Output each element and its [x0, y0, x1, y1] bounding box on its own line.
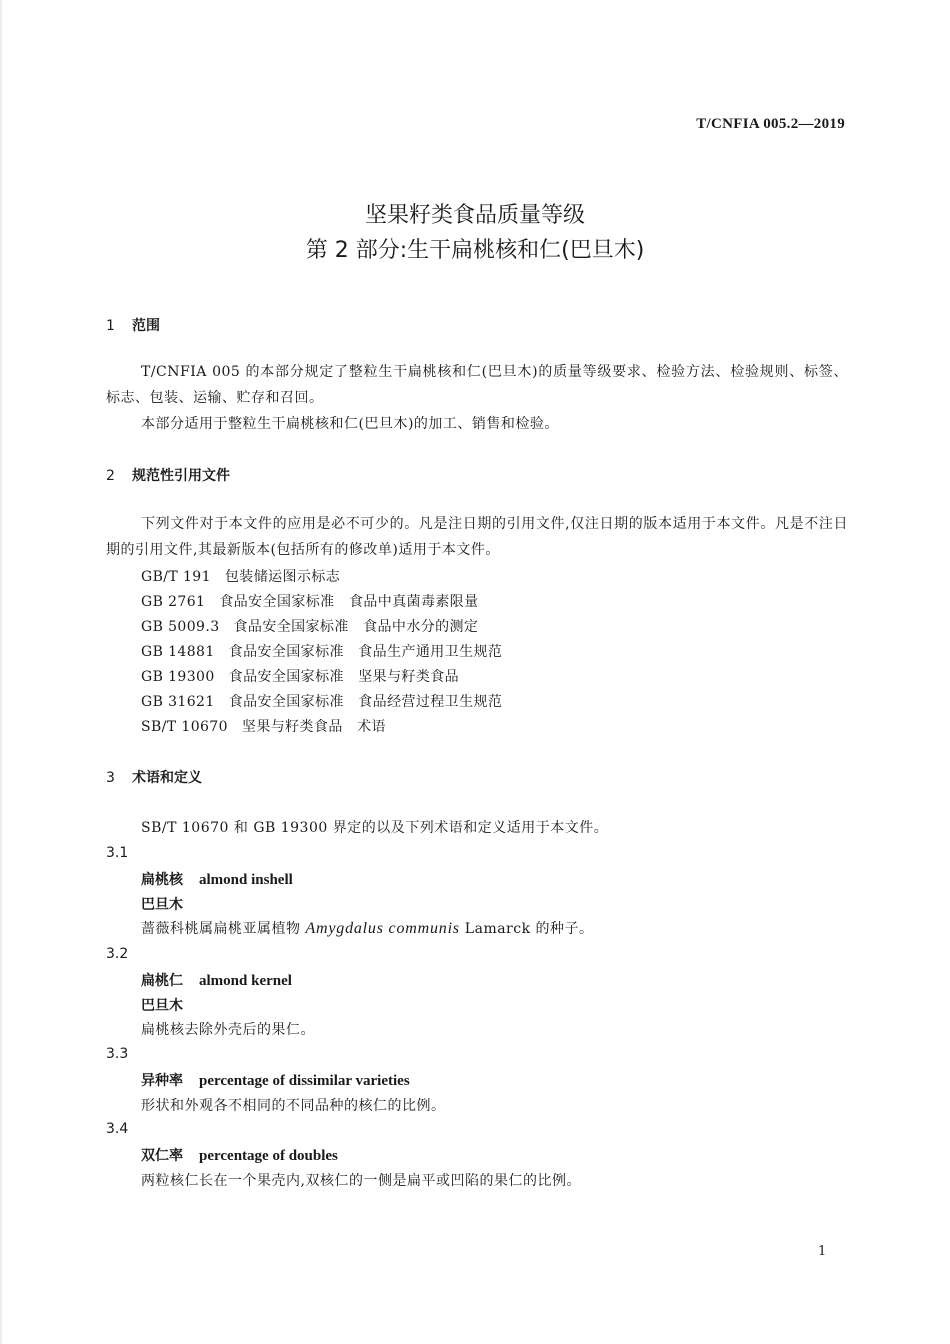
term-heading	[141, 970, 292, 990]
reference-item	[141, 566, 340, 586]
reference-item	[141, 691, 502, 711]
reference-title: 食品安全国家标准 坚果与籽类食品	[228, 669, 460, 685]
term-definition: 形状和外观各不相同的不同品种的核仁的比例。	[141, 1098, 446, 1114]
reference-code: GB 14881	[141, 644, 215, 660]
reference-title: 食品安全国家标准 食品中真菌毒素限量	[219, 594, 479, 610]
reference-item	[141, 591, 479, 611]
term-en: almond kernel	[199, 973, 292, 989]
reference-item	[141, 616, 478, 636]
term-definition: 两粒核仁长在一个果壳内,双核仁的一侧是扁平或凹陷的果仁的比例。	[141, 1173, 581, 1189]
section-1-heading	[106, 315, 160, 335]
term-alias: 巴旦木	[141, 998, 183, 1014]
section-3-heading	[106, 767, 202, 787]
standard-number: T/CNFIA 005.2—2019	[696, 116, 845, 132]
section-number: 3	[106, 770, 115, 786]
reference-code: GB/T 191	[141, 569, 211, 585]
term-alias: 巴旦木	[141, 897, 183, 913]
term-en: percentage of doubles	[199, 1148, 338, 1164]
reference-item	[141, 641, 502, 661]
reference-item	[141, 716, 386, 736]
reference-title: 坚果与籽类食品 术语	[241, 719, 386, 735]
reference-title: 食品安全国家标准 食品经营过程卫生规范	[228, 694, 503, 710]
section-1-paragraph-2: 本部分适用于整粒生干扁桃核和仁(巴旦木)的加工、销售和检验。	[141, 416, 559, 432]
reference-title: 食品安全国家标准 食品中水分的测定	[233, 619, 479, 635]
section-title: 范围	[132, 318, 160, 334]
reference-code: GB 19300	[141, 669, 215, 685]
term-heading	[141, 1070, 410, 1090]
term-zh: 扁桃仁	[141, 973, 183, 989]
section-2-heading	[106, 465, 230, 485]
term-number: 3.3	[106, 1046, 129, 1062]
section-3-intro: SB/T 10670 和 GB 19300 界定的以及下列术语和定义适用于本文件。	[141, 820, 609, 836]
section-title: 术语和定义	[132, 770, 202, 786]
latin-name: Amygdalus communis	[305, 920, 460, 937]
document-title: 坚果籽类食品质量等级	[364, 203, 585, 228]
section-2-intro: 下列文件对于本文件的应用是必不可少的。凡是注日期的引用文件,仅注日期的版本适用于本文件。凡是不注日期的引用文件,其最新版本(包括所有的修改单)适用于本文件。	[106, 516, 848, 558]
definition-text: 蔷薇科桃属扁桃亚属植物	[141, 921, 306, 937]
term-number: 3.1	[106, 845, 129, 861]
page-number: 1	[818, 1244, 827, 1259]
term-definition: 扁桃核去除外壳后的果仁。	[141, 1022, 315, 1038]
term-zh: 异种率	[141, 1073, 183, 1089]
section-title: 规范性引用文件	[132, 468, 230, 484]
term-definition	[141, 918, 594, 938]
reference-title: 包装储运图示标志	[224, 569, 341, 585]
term-en: almond inshell	[199, 872, 293, 888]
term-number: 3.2	[106, 946, 129, 962]
section-1-paragraph-1: T/CNFIA 005 的本部分规定了整粒生干扁桃核和仁(巴旦木)的质量等级要求、检验方法、检验规则、标签、标志、包装、运输、贮存和召回。	[106, 364, 848, 406]
term-zh: 扁桃核	[141, 872, 183, 888]
term-heading	[141, 869, 293, 889]
document-subtitle: 第 2 部分:生干扁桃核和仁(巴旦木)	[305, 238, 645, 263]
reference-code: GB 2761	[141, 594, 206, 610]
reference-code: GB 31621	[141, 694, 215, 710]
term-zh: 双仁率	[141, 1148, 183, 1164]
reference-item	[141, 666, 459, 686]
section-number: 1	[106, 318, 115, 334]
reference-title: 食品安全国家标准 食品生产通用卫生规范	[228, 644, 503, 660]
reference-code: GB 5009.3	[141, 619, 220, 635]
term-number: 3.4	[106, 1121, 129, 1137]
section-number: 2	[106, 468, 115, 484]
term-heading	[141, 1145, 338, 1165]
reference-code: SB/T 10670	[141, 719, 228, 735]
term-en: percentage of dissimilar varieties	[199, 1073, 410, 1089]
definition-text: Lamarck 的种子。	[459, 921, 594, 937]
